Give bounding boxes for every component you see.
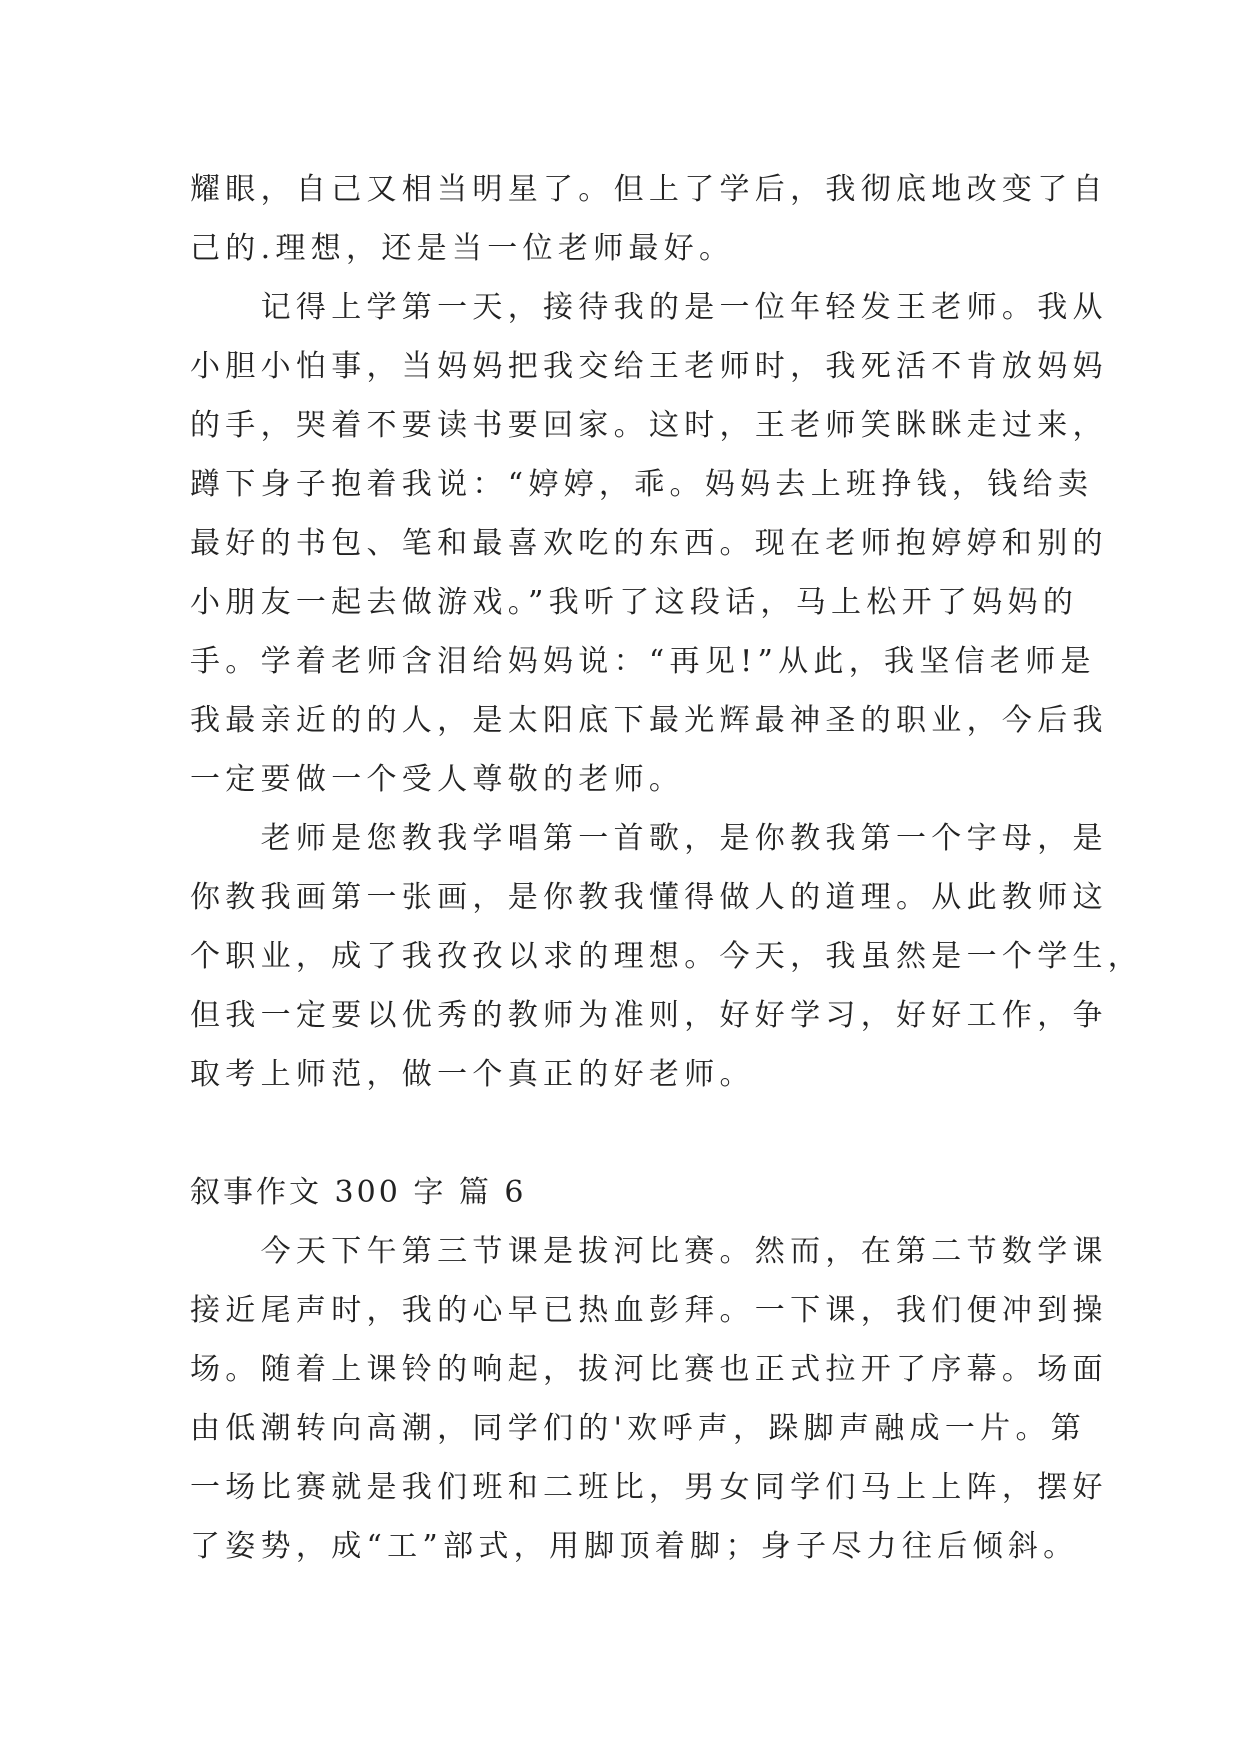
text-line: 小胆小怕事，当妈妈把我交给王老师时，我死活不肯放妈妈	[190, 349, 1108, 384]
text-line: 接近尾声时，我的心早已热血彭拜。一下课，我们便冲到操	[190, 1293, 1108, 1328]
text-line: 己的.理想，还是当一位老师最好。	[190, 231, 735, 266]
text-line: 的手，哭着不要读书要回家。这时，王老师笑眯眯走过来，	[190, 408, 1108, 443]
section-gap	[190, 1104, 1052, 1163]
text-line: 由低潮转向高潮，同学们的'欢呼声，跺脚声融成一片。第	[190, 1411, 1087, 1446]
text-line: 小朋友一起去做游戏。”我听了这段话，马上松开了妈妈的	[190, 585, 1079, 620]
document-page	[190, 160, 1144, 1576]
section-heading: 叙事作文 300 字 篇 6	[190, 1175, 527, 1210]
text-line: 耀眼，自己又相当明星了。但上了学后，我彻底地改变了自	[190, 172, 1108, 207]
text-line: 手。学着老师含泪给妈妈说：“再见!”从此，我坚信老师是	[190, 644, 1096, 679]
paragraph-3	[190, 809, 1144, 1104]
paragraph-4	[190, 1222, 1108, 1576]
text-line: 我最亲近的的人，是太阳底下最光辉最神圣的职业，今后我	[190, 703, 1108, 738]
text-line: 但我一定要以优秀的教师为准则，好好学习，好好工作，争	[190, 998, 1108, 1033]
text-line: 场。随着上课铃的响起，拔河比赛也正式拉开了序幕。场面	[190, 1352, 1108, 1387]
text-line: 一定要做一个受人尊敬的老师。	[190, 762, 685, 797]
text-line: 蹲下身子抱着我说：“婷婷，乖。妈妈去上班挣钱，钱给卖	[190, 467, 1094, 502]
text-line: 老师是您教我学唱第一首歌，是你教我第一个字母，是	[190, 821, 1108, 856]
text-line: 个职业，成了我孜孜以求的理想。今天，我虽然是一个学生，	[190, 939, 1144, 974]
text-line: 记得上学第一天，接待我的是一位年轻发王老师。我从	[190, 290, 1108, 325]
paragraph-1	[190, 160, 1108, 278]
text-line: 最好的书包、笔和最喜欢吃的东西。现在老师抱婷婷和别的	[190, 526, 1108, 561]
text-line: 取考上师范，做一个真正的好老师。	[190, 1057, 755, 1092]
text-line: 今天下午第三节课是拔河比赛。然而，在第二节数学课	[190, 1234, 1108, 1269]
text-line: 一场比赛就是我们班和二班比，男女同学们马上上阵，摆好	[190, 1470, 1108, 1505]
paragraph-2	[190, 278, 1108, 809]
text-line: 了姿势，成“工”部式，用脚顶着脚；身子尽力往后倾斜。	[190, 1529, 1079, 1564]
text-line: 你教我画第一张画，是你教我懂得做人的道理。从此教师这	[190, 880, 1108, 915]
